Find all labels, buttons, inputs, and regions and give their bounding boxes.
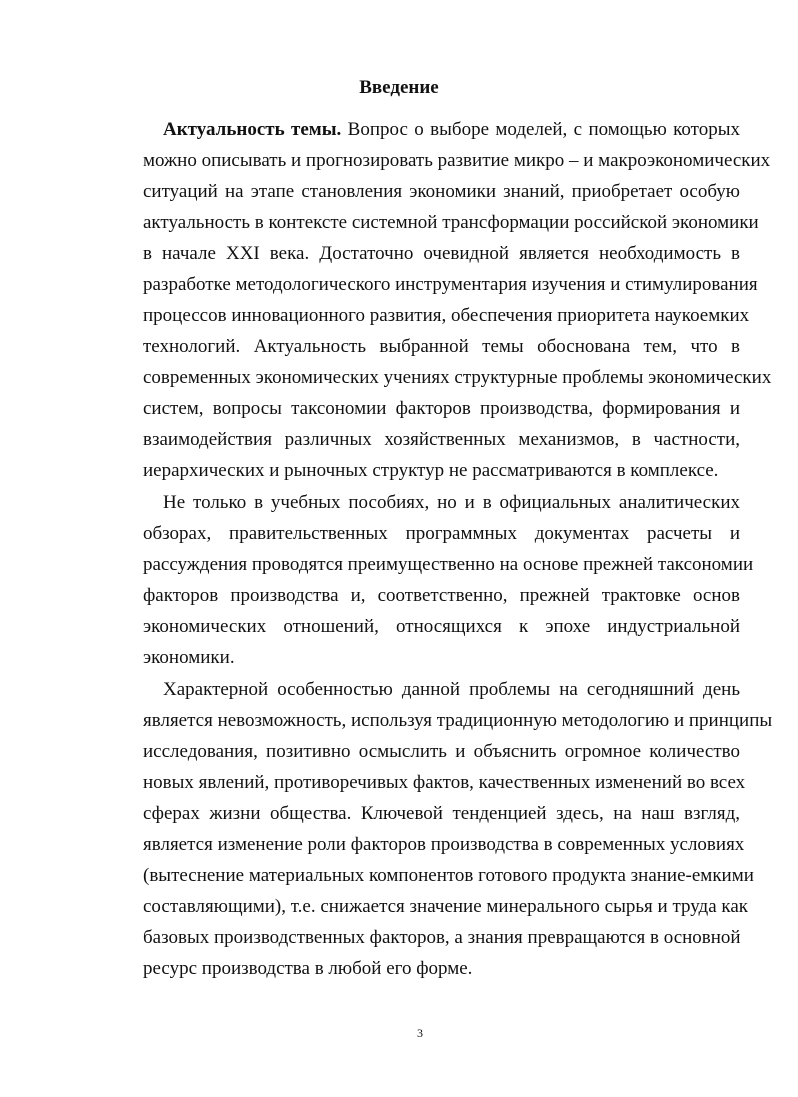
paragraph (143, 487, 754, 673)
text-line: в начале XXI века. Достаточно очевидной является необходимость в (143, 243, 740, 264)
text-line: (вытеснение материальных компонентов готового продукта знание-емкими (143, 865, 754, 886)
text-line: ситуаций на этапе становления экономики знаний, приобретает особую (143, 181, 740, 202)
text-line: разработке методологического инструментария изучения и стимулирования (143, 274, 758, 295)
text-line: рассуждения проводятся преимущественно на основе прежней таксономии (143, 554, 754, 575)
text-line: современных экономических учениях структурные проблемы экономических (143, 367, 772, 388)
paragraph (143, 114, 772, 486)
text-line: исследования, позитивно осмыслить и объяснить огромное количество (143, 741, 740, 762)
text-line: Не только в учебных пособиях, но и в официальных аналитических (163, 492, 740, 513)
section-heading: Введение (359, 77, 439, 98)
text-line: взаимодействия различных хозяйственных механизмов, в частности, (143, 429, 740, 450)
text-line: базовых производственных факторов, а знания превращаются в основной (143, 927, 741, 948)
text-line (143, 114, 740, 145)
page-number: 3 (417, 1026, 423, 1040)
text-line: актуальность в контексте системной трансформации российской экономики (143, 212, 759, 233)
lead-phrase: Актуальность темы. (163, 119, 342, 140)
text-line: Характерной особенностью данной проблемы на сегодняшний день (163, 679, 740, 700)
text-line: новых явлений, противоречивых фактов, качественных изменений во всех (143, 772, 746, 793)
text-line: систем, вопросы таксономии факторов производства, формирования и (143, 398, 740, 419)
document-body (143, 114, 773, 985)
text-line: процессов инновационного развития, обеспечения приоритета наукоемких (143, 305, 750, 326)
text-line: обзорах, правительственных программных документах расчеты и (143, 523, 740, 544)
text-line: иерархических и рыночных структур не рассматриваются в комплексе. (143, 460, 719, 481)
text-line: технологий. Актуальность выбранной темы обоснована тем, что в (143, 336, 740, 357)
text-line: сферах жизни общества. Ключевой тенденцией здесь, на наш взгляд, (143, 803, 740, 824)
text-line: является невозможность, используя традиционную методологию и принципы (143, 710, 773, 731)
text-line: экономических отношений, относящихся к эпохе индустриальной (143, 616, 740, 637)
text-line: является изменение роли факторов производства в современных условиях (143, 834, 745, 855)
paragraph (143, 674, 773, 984)
text-line: факторов производства и, соответственно, прежней трактовке основ (143, 585, 740, 606)
text-line: составляющими), т.е. снижается значение минерального сырья и труда как (143, 896, 748, 917)
text-line: ресурс производства в любой его форме. (143, 958, 473, 979)
text-line: можно описывать и прогнозировать развитие микро – и макроэкономических (143, 150, 771, 171)
line-text: Вопрос о выборе моделей, с помощью которых (341, 119, 740, 140)
text-line: экономики. (143, 647, 235, 668)
